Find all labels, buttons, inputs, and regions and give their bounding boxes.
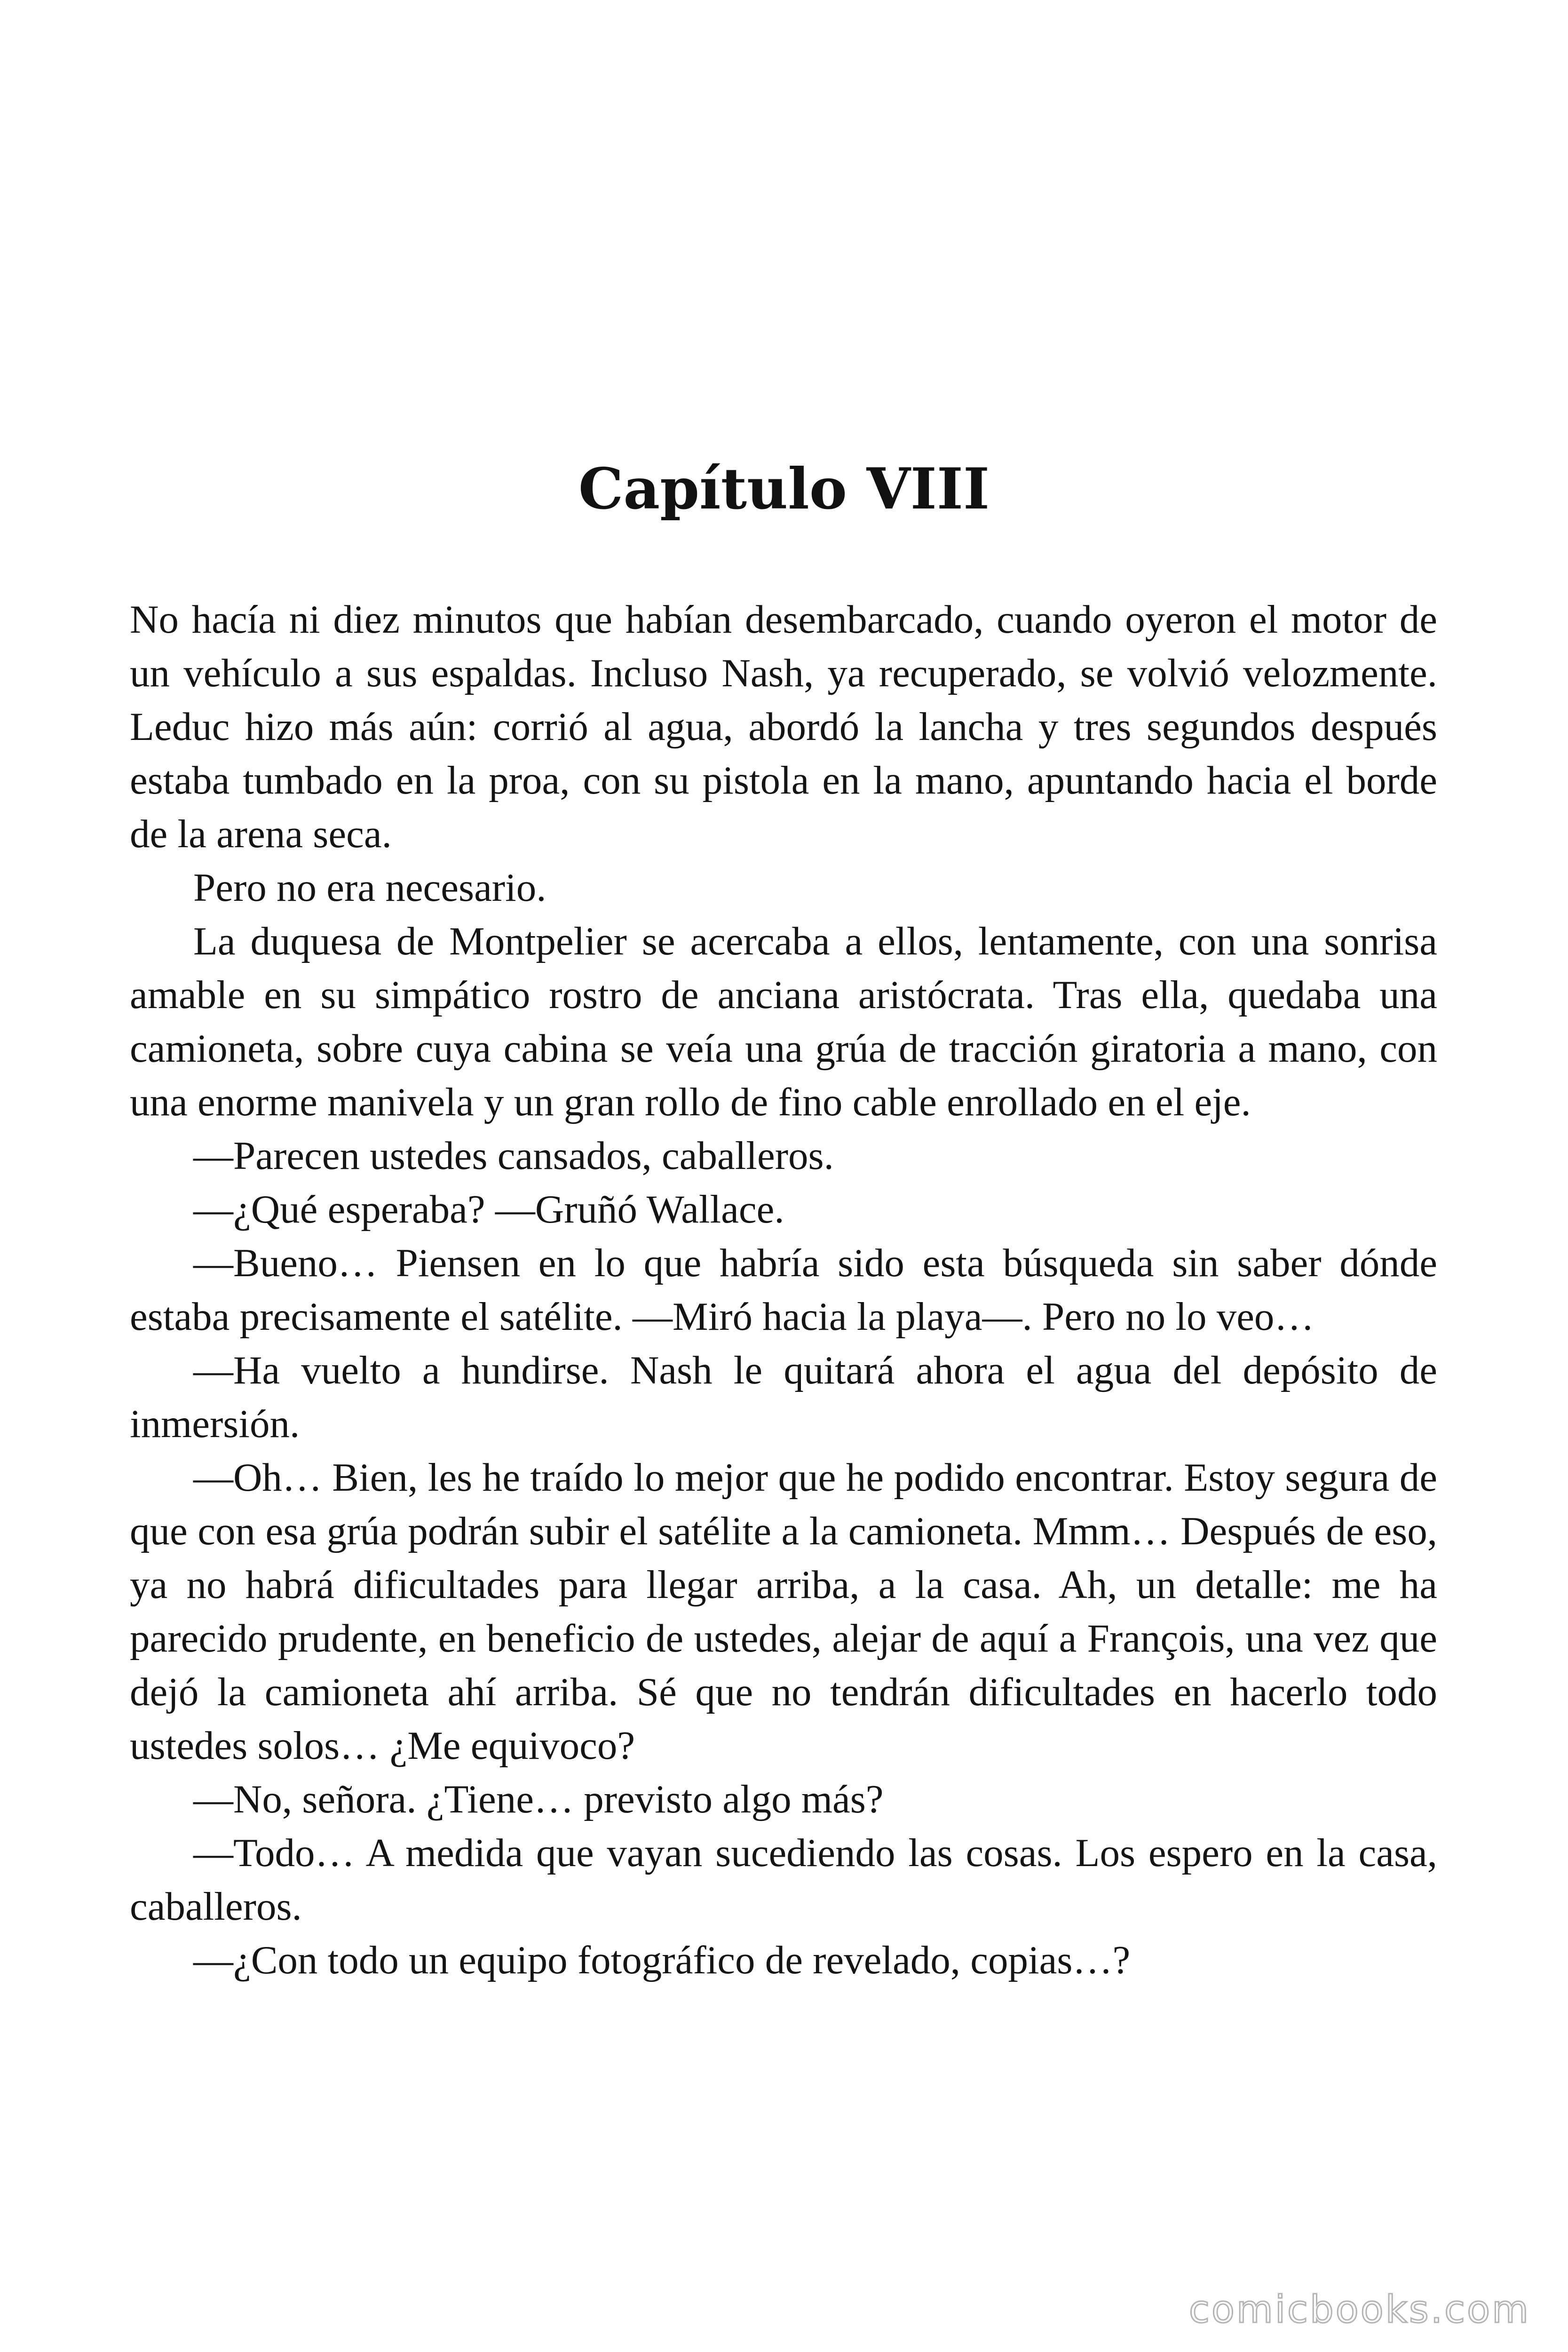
dialogue-line: —Ha vuelto a hundirse. Nash le quitará ahora el agua del depósito de inmersión.	[130, 1348, 1437, 1446]
paragraph-3: La duquesa de Montpelier se acercaba a ellos, lentamente, con una sonrisa amable en su simpático rostro de anciana aristócrata. Tras ella, quedaba una camioneta, sobre cuya cabina se veía una grúa de tracción giratoria a mano, con una enorme manivela y un gran rollo de fino cable enrollado en el eje.	[130, 919, 1437, 1124]
paragraph-1: No hacía ni diez minutos que habían desembarcado, cuando oyeron el motor de un vehículo a sus espaldas. Incluso Nash, ya recuperado, se volvió velozmente. Leduc hizo más aún: corrió al agua, abordó la lancha y tres segundos después estaba tumbado en la proa, con su pistola en la mano, apuntando hacia el borde de la arena seca.	[130, 597, 1437, 856]
dialogue-line: —Parecen ustedes cansados, caballeros.	[193, 1134, 834, 1178]
paragraph-2: Pero no era necesario.	[193, 866, 546, 910]
dialogue-line: —Oh… Bien, les he traído lo mejor que he podido encontrar. Estoy segura de que con esa grúa podrán subir el satélite a la camioneta. Mmm… Después de eso, ya no habrá dificultades para llegar arriba, a la casa. Ah, un detalle: me ha parecido prudente, en beneficio de ustedes, alejar de aquí a François, una vez que dejó la camioneta ahí arriba. Sé que no tendrán dificultades en hacerlo todo ustedes solos… ¿Me equivoco?	[130, 1455, 1437, 1768]
dialogue-line: —Todo… A medida que vayan sucediendo las cosas. Los espero en la casa, caballeros.	[130, 1831, 1437, 1929]
dialogue-line: —¿Qué esperaba? —Gruñó Wallace.	[193, 1187, 784, 1232]
dialogue-line: —Bueno… Piensen en lo que habría sido esta búsqueda sin saber dónde estaba precisamente el satélite. —Miró hacia la playa—. Pero no lo veo…	[130, 1241, 1437, 1339]
chapter-body	[130, 593, 1437, 1987]
chapter-title: Capítulo VIII	[578, 456, 990, 522]
watermark-text: comicbooks.com	[1188, 2288, 1530, 2331]
dialogue-line: —¿Con todo un equipo fotográfico de revelado, copias…?	[193, 1938, 1131, 1982]
dialogue-line: —No, señora. ¿Tiene… previsto algo más?	[193, 1777, 884, 1821]
